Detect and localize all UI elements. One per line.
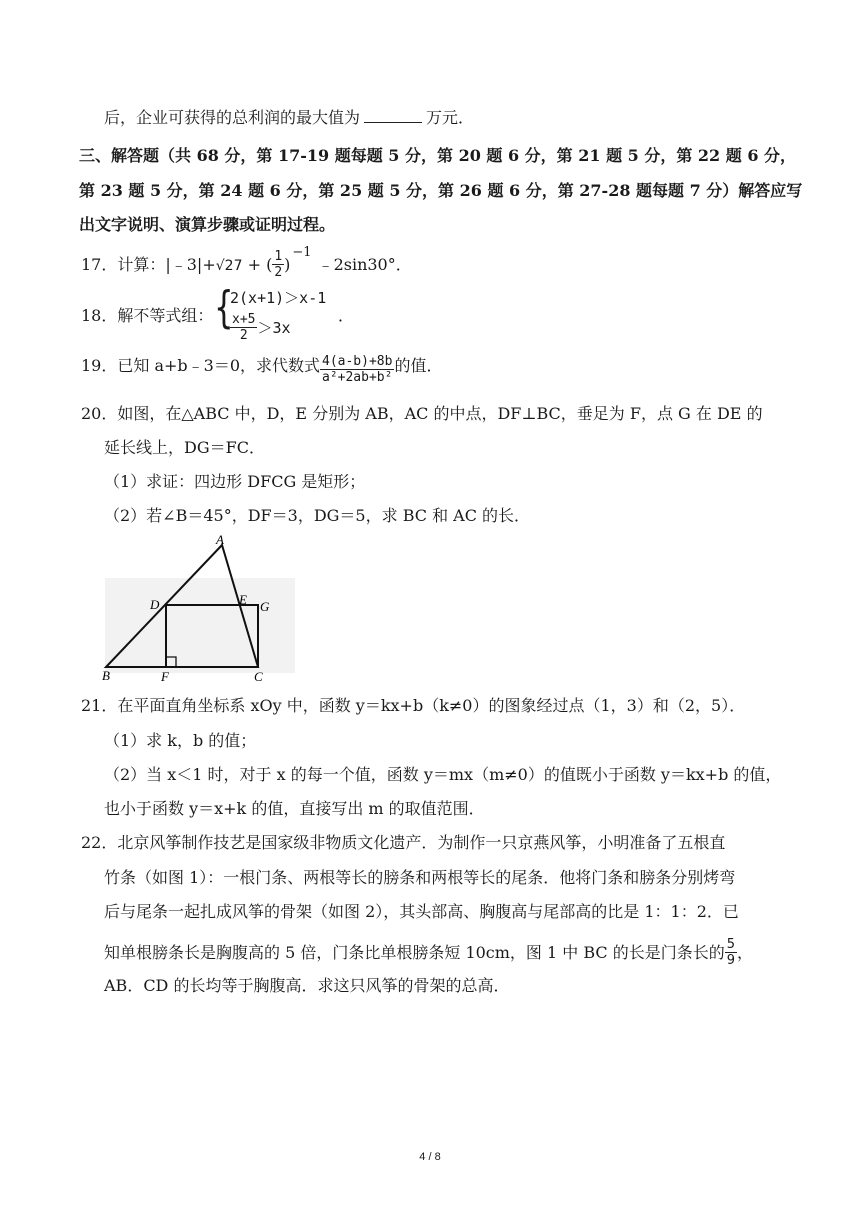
fraction	[320, 354, 394, 385]
question-21-part-1: （1）求 k，b 的值；	[104, 731, 257, 750]
question-22-line-5: AB．CD 的长均等于胸腹高．求这只风筝的骨架的总高．	[104, 976, 510, 995]
text-segment: ﹣2sin30°．	[317, 255, 412, 274]
question-20-part-1: （1）求证：四边形 DFCG 是矩形；	[104, 472, 366, 491]
question-21-line-4: 也小于函数 y＝x+k 的值，直接写出 m 的取值范围．	[104, 799, 485, 818]
section-heading-2: 第 23 题 5 分，第 24 题 6 分，第 25 题 5 分，第 26 题 6 分，第 27-28 题每题 7 分）解答应写	[79, 181, 803, 200]
fraction	[230, 312, 257, 343]
label-c: C	[254, 669, 263, 683]
label-b: B	[102, 668, 110, 683]
exponent: −1	[292, 245, 312, 260]
label-d: D	[150, 597, 160, 612]
text-segment: 19．已知 a+b﹣3＝0，求代数式	[81, 356, 320, 375]
text-segment: + (	[242, 255, 273, 274]
text-segment: 知单根膀条长是胸腹高的 5 倍，门条比单根膀条短 10cm，图 1 中 BC 的长是门条长的	[104, 943, 725, 962]
question-21-line-1: 21．在平面直角坐标系 xOy 中，函数 y＝kx+b（k≠0）的图象经过点（1，3）和（2，5）．	[81, 696, 746, 715]
figure-background	[105, 578, 295, 673]
section-heading-3: 出文字说明、演算步骤或证明过程。	[79, 215, 336, 234]
question-22-line-3: 后与尾条一起扎成风筝的骨架（如图 2），其头部高、胸腹高与尾部高的比是 1：1：2．已	[104, 902, 739, 921]
fraction-denominator: 2	[239, 328, 248, 343]
text-segment: )	[284, 255, 291, 274]
question-20-part-2: （2）若∠B＝45°，DF＝3，DG＝5，求 BC 和 AC 的长．	[104, 506, 531, 525]
text-segment: 万元．	[426, 108, 475, 127]
answer-blank	[364, 108, 422, 123]
fraction-denominator: a²+2ab+b²	[322, 370, 393, 385]
fraction	[272, 249, 284, 280]
text-segment: 17．计算：|﹣3|+	[81, 255, 216, 274]
fraction	[725, 937, 737, 968]
question-18-dot: ．	[338, 306, 355, 325]
fraction-numerator: 1	[274, 249, 283, 264]
fraction-denominator: 2	[274, 265, 283, 280]
inequality-2	[230, 312, 291, 343]
label-e: E	[239, 592, 247, 607]
question-18-label: 18．解不等式组：	[81, 306, 214, 325]
label-g: G	[260, 599, 270, 614]
fraction-numerator: 5	[726, 937, 736, 952]
text-segment: 的值．	[394, 356, 443, 375]
left-brace: {	[214, 282, 234, 333]
question-22-line-1: 22．北京风筝制作技艺是国家级非物质文化遗产．为制作一只京燕风筝，小明准备了五根直	[81, 833, 726, 852]
triangle-figure	[100, 533, 300, 683]
question-17	[81, 245, 412, 280]
section-heading-1: 三、解答题（共 68 分，第 17-19 题每题 5 分，第 20 题 6 分，第 21 题 5 分，第 22 题 6 分，	[79, 146, 797, 165]
answer-line-16	[104, 107, 474, 129]
fraction-numerator: 4(a-b)+8b	[322, 354, 393, 369]
question-21-part-2: （2）当 x＜1 时，对于 x 的每一个值，函数 y＝mx（m≠0）的值既小于函数 y＝kx+b 的值，	[104, 765, 782, 784]
question-20-line-2: 延长线上，DG＝FC．	[104, 438, 265, 457]
text-segment: ＞3x	[257, 319, 291, 337]
fraction-numerator: x+5	[232, 312, 256, 327]
inequality-1: 2(x+1)＞x-1	[230, 289, 327, 307]
question-20-line-1: 20．如图，在△ABC 中，D，E 分别为 AB，AC 的中点，DF⊥BC，垂足为 F，点 G 在 DE 的	[81, 404, 763, 423]
fraction-denominator: 9	[726, 953, 736, 968]
label-a: A	[216, 533, 224, 547]
question-19	[81, 354, 442, 385]
text-segment: ，	[737, 943, 754, 962]
question-22-line-4	[104, 937, 753, 968]
page-number: 4 / 8	[419, 1151, 441, 1163]
label-f: F	[161, 669, 169, 683]
question-22-line-2: 竹条（如图 1）：一根门条、两根等长的膀条和两根等长的尾条．他将门条和膀条分别烤弯	[104, 868, 736, 887]
sqrt-expression: √27	[215, 258, 243, 274]
text-segment: 后，企业可获得的总利润的最大值为	[104, 108, 361, 127]
